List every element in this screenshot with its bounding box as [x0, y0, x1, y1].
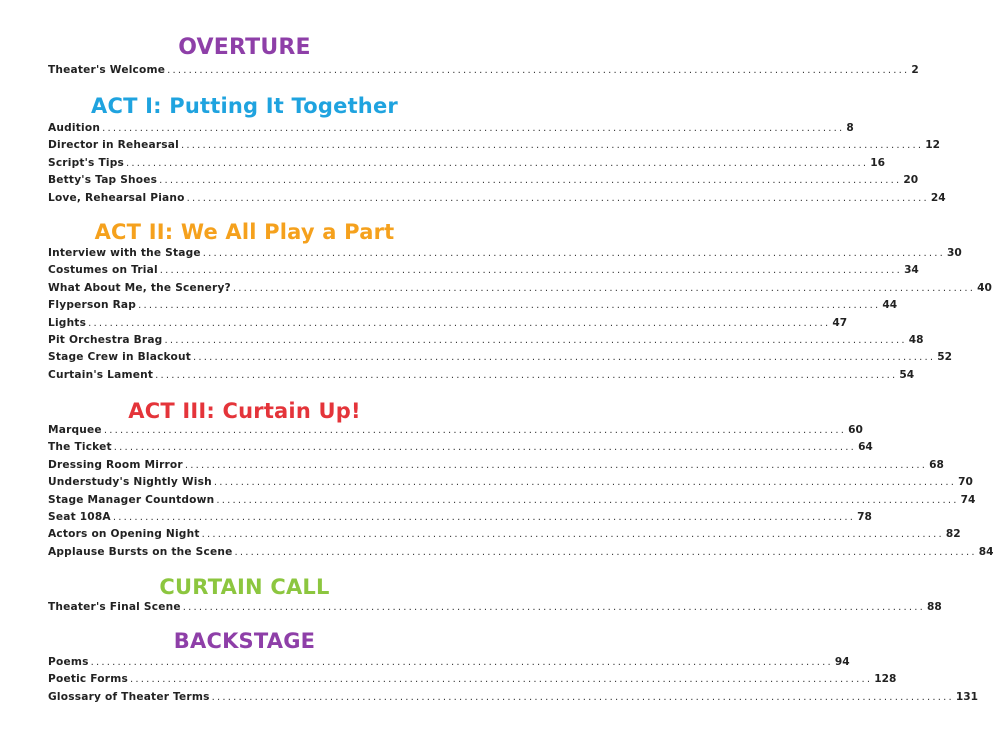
entry-title: Curtain's Lament — [48, 368, 154, 381]
dot-leader: .......................................................................................................................................... — [159, 265, 903, 277]
toc-entry[interactable] — [48, 120, 854, 137]
section-act-2-list — [48, 245, 992, 384]
section-act-1-list — [48, 120, 946, 207]
toc-entry[interactable] — [48, 544, 994, 561]
dot-leader: .......................................................................................................................................... — [202, 248, 946, 259]
entry-title: Director in Rehearsal — [48, 139, 179, 152]
dot-leader: .......................................................................................................................................... — [182, 602, 925, 613]
entry-page-number: 16 — [870, 156, 886, 169]
toc-entry[interactable] — [48, 280, 992, 297]
dot-leader: .......................................................................................................................................... — [138, 300, 881, 312]
entry-title: The Ticket — [48, 441, 112, 454]
dot-leader: .......................................................................................................................................... — [103, 425, 847, 436]
entry-page-number: 8 — [846, 122, 854, 134]
dot-leader: .......................................................................................................................................... — [184, 459, 928, 471]
dot-leader: .......................................................................................................................................... — [211, 691, 954, 703]
entry-title: Understudy's Nightly Wish — [48, 476, 212, 489]
toc-entry[interactable] — [48, 62, 919, 79]
toc-entry[interactable] — [48, 297, 898, 314]
toc-entry[interactable] — [48, 245, 962, 262]
entry-title: Stage Manager Countdown — [48, 493, 215, 506]
entry-title: Actors on Opening Night — [48, 528, 200, 541]
entry-title: Lights — [48, 316, 87, 329]
entry-page-number: 68 — [929, 458, 944, 471]
section-act-3-list — [48, 422, 994, 561]
dot-leader: .......................................................................................................................................... — [193, 352, 936, 364]
dot-leader: .......................................................................................................................................... — [164, 334, 907, 346]
entry-title: Theater's Final Scene — [48, 601, 181, 613]
entry-page-number: 30 — [947, 247, 962, 259]
section-overture-list — [48, 62, 919, 79]
toc-entry[interactable] — [48, 155, 886, 172]
toc-entry[interactable] — [48, 474, 973, 491]
entry-title: Pit Orchestra Brag — [48, 333, 163, 346]
entry-title: Applause Bursts on the Scene — [48, 545, 233, 558]
section-heading-act-3: ACT III: Curtain Up! — [128, 399, 361, 423]
entry-title: Costumes on Trial — [48, 264, 158, 277]
dot-leader: .......................................................................................................................................... — [213, 477, 957, 489]
toc-entry[interactable] — [48, 457, 944, 474]
entry-page-number: 20 — [903, 174, 919, 187]
toc-entry[interactable] — [48, 422, 863, 439]
entry-title: Audition — [48, 122, 101, 134]
toc-entry[interactable] — [48, 439, 873, 456]
entry-page-number: 128 — [874, 673, 897, 686]
dot-leader: .......................................................................................................................................... — [216, 494, 959, 506]
dot-leader: .......................................................................................................................................... — [129, 674, 873, 686]
toc-entry[interactable] — [48, 689, 978, 706]
dot-leader: .......................................................................................................................................... — [167, 65, 910, 76]
entry-title: Dressing Room Mirror — [48, 458, 183, 471]
section-curtain-call-list — [48, 599, 942, 616]
dot-leader: .......................................................................................................................................... — [159, 175, 902, 187]
section-heading-curtain-call: CURTAIN CALL — [159, 575, 330, 599]
toc-entry[interactable] — [48, 599, 942, 616]
dot-leader: .......................................................................................................................................... — [102, 123, 845, 134]
entry-page-number: 52 — [937, 351, 953, 364]
section-backstage-list — [48, 654, 978, 706]
toc-entry[interactable] — [48, 671, 897, 688]
entry-title: What About Me, the Scenery? — [48, 281, 231, 294]
entry-title: Betty's Tap Shoes — [48, 174, 158, 187]
entry-title: Theater's Welcome — [48, 64, 166, 76]
entry-title: Love, Rehearsal Piano — [48, 191, 185, 204]
entry-title: Stage Crew in Blackout — [48, 351, 191, 364]
dot-leader: .......................................................................................................................................... — [201, 529, 944, 541]
toc-entry[interactable] — [48, 492, 976, 509]
dot-leader: .......................................................................................................................................... — [232, 282, 976, 294]
entry-page-number: 40 — [977, 281, 992, 294]
entry-page-number: 60 — [848, 424, 863, 436]
dot-leader: .......................................................................................................................................... — [155, 369, 898, 381]
entry-page-number: 94 — [834, 656, 850, 668]
dot-leader: .......................................................................................................................................... — [126, 157, 869, 169]
entry-page-number: 88 — [926, 601, 942, 613]
toc-entry[interactable] — [48, 654, 850, 671]
dot-leader: .......................................................................................................................................... — [180, 140, 924, 152]
entry-page-number: 12 — [925, 139, 940, 152]
section-heading-act-2: ACT II: We All Play a Part — [94, 220, 395, 244]
toc-entry[interactable] — [48, 315, 848, 332]
entry-page-number: 48 — [908, 333, 924, 346]
dot-leader: .......................................................................................................................................... — [112, 511, 856, 523]
entry-title: Interview with the Stage — [48, 247, 201, 259]
section-heading-backstage: BACKSTAGE — [173, 629, 316, 653]
toc-entry[interactable] — [48, 332, 924, 349]
dot-leader: .......................................................................................................................................... — [90, 657, 833, 668]
dot-leader: .......................................................................................................................................... — [186, 192, 929, 204]
entry-page-number: 82 — [945, 528, 961, 541]
entry-page-number: 54 — [899, 368, 915, 381]
entry-page-number: 131 — [955, 690, 978, 703]
entry-page-number: 74 — [960, 493, 976, 506]
toc-entry[interactable] — [48, 172, 919, 189]
entry-title: Poems — [48, 656, 89, 668]
entry-title: Seat 108A — [48, 510, 111, 523]
toc-entry[interactable] — [48, 262, 919, 279]
dot-leader: .......................................................................................................................................... — [234, 546, 977, 558]
toc-entry[interactable] — [48, 509, 872, 526]
entry-page-number: 24 — [930, 191, 946, 204]
section-heading-overture: OVERTURE — [178, 35, 311, 60]
toc-entry[interactable] — [48, 526, 961, 543]
entry-page-number: 78 — [857, 510, 872, 523]
toc-entry[interactable] — [48, 190, 946, 207]
entry-page-number: 64 — [858, 441, 873, 454]
toc-entry[interactable] — [48, 349, 953, 366]
entry-title: Poetic Forms — [48, 673, 128, 686]
entry-title: Glossary of Theater Terms — [48, 690, 210, 703]
section-heading-act-1: ACT I: Putting It Together — [91, 94, 398, 118]
entry-page-number: 70 — [958, 476, 973, 489]
entry-page-number: 44 — [882, 299, 898, 312]
entry-title: Flyperson Rap — [48, 299, 137, 312]
entry-page-number: 2 — [911, 64, 919, 76]
entry-page-number: 34 — [904, 264, 919, 277]
entry-title: Script's Tips — [48, 156, 124, 169]
entry-page-number: 47 — [832, 316, 848, 329]
entry-title: Marquee — [48, 424, 102, 436]
dot-leader: .......................................................................................................................................... — [88, 317, 831, 329]
entry-page-number: 84 — [978, 545, 994, 558]
dot-leader: .......................................................................................................................................... — [113, 442, 857, 454]
toc-entry[interactable] — [48, 137, 940, 154]
toc-entry[interactable] — [48, 367, 915, 384]
